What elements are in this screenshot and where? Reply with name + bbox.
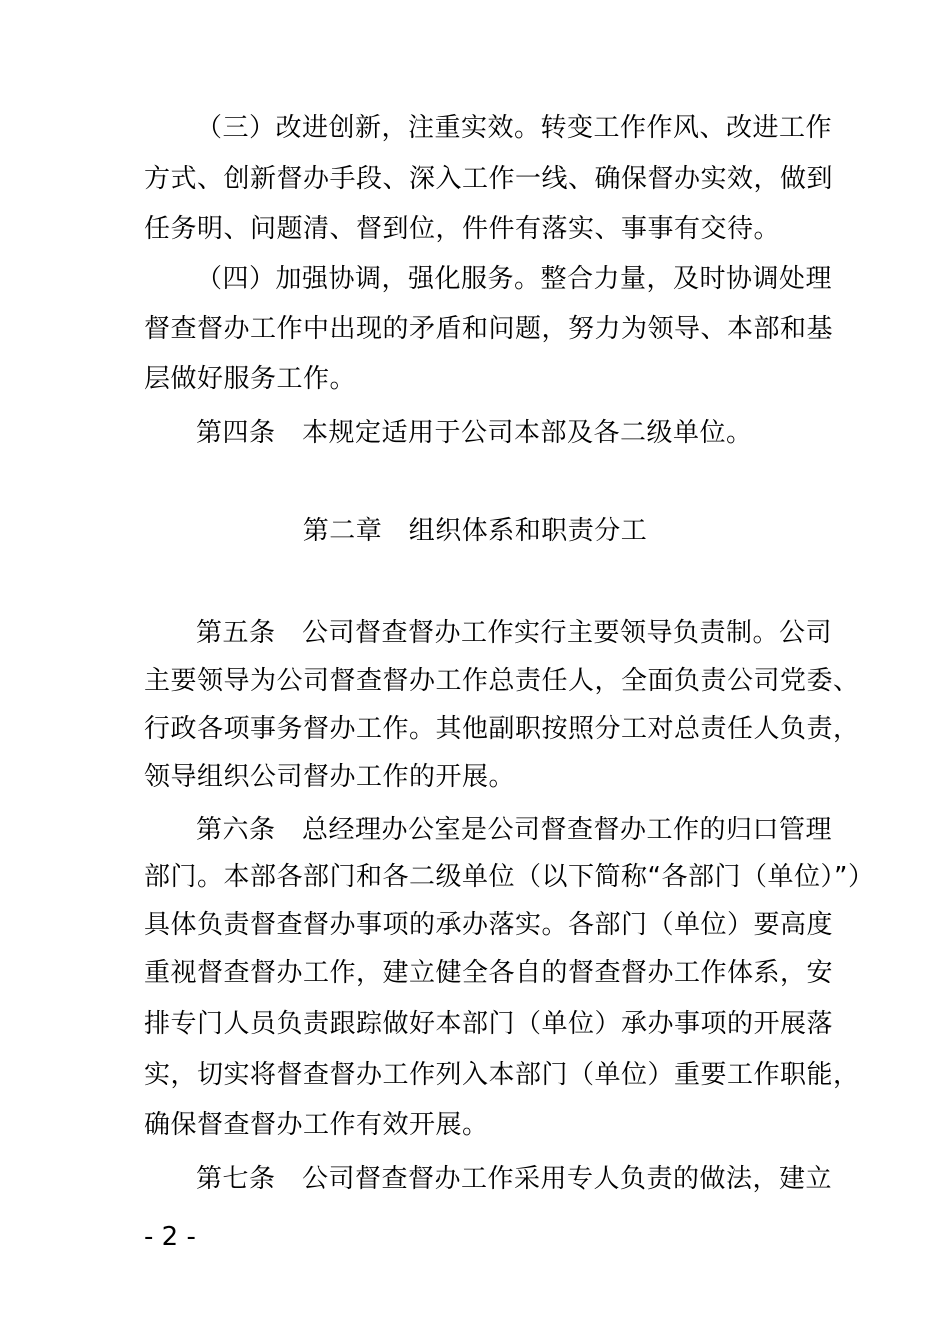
article-5-line-1: 第五条 公司督查督办工作实行主要领导负责制。公司 <box>196 618 833 648</box>
article-5-line-2: 主要领导为公司督查督办工作总责任人，全面负责公司党委、 <box>144 666 860 696</box>
chapter-2-heading: 第二章 组织体系和职责分工 <box>302 516 648 546</box>
article-6-line-2: 部门。本部各部门和各二级单位（以下简称“各部门（单位）”） <box>144 862 875 892</box>
article-6-line-7: 确保督查督办工作有效开展。 <box>144 1110 489 1140</box>
article-6-line-3: 具体负责督查督办事项的承办落实。各部门（单位）要高度 <box>144 910 834 940</box>
article-4-line-1: 第四条 本规定适用于公司本部及各二级单位。 <box>196 418 753 448</box>
article-6-line-6: 实，切实将督查督办工作列入本部门（单位）重要工作职能， <box>144 1060 860 1090</box>
article-5-line-3: 行政各项事务督办工作。其他副职按照分工对总责任人负责， <box>144 714 860 744</box>
paragraph-3-line-1: （三）改进创新，注重实效。转变工作作风、改进工作 <box>196 113 833 143</box>
article-7-line-1: 第七条 公司督查督办工作采用专人负责的做法，建立 <box>196 1164 833 1194</box>
article-6-line-1: 第六条 总经理办公室是公司督查督办工作的归口管理 <box>196 815 833 845</box>
article-6-line-5: 排专门人员负责跟踪做好本部门（单位）承办事项的开展落 <box>144 1009 834 1039</box>
paragraph-4-line-1: （四）加强协调，强化服务。整合力量，及时协调处理 <box>196 264 833 294</box>
paragraph-3-line-3: 任务明、问题清、督到位，件件有落实、事事有交待。 <box>144 214 781 244</box>
paragraph-4-line-2: 督查督办工作中出现的矛盾和问题，努力为领导、本部和基 <box>144 314 834 344</box>
page-number: - 2 - <box>144 1222 196 1252</box>
article-5-line-4: 领导组织公司督办工作的开展。 <box>144 762 516 792</box>
paragraph-3-line-2: 方式、创新督办手段、深入工作一线、确保督办实效，做到 <box>144 164 834 194</box>
paragraph-4-line-3: 层做好服务工作。 <box>144 364 357 394</box>
article-6-line-4: 重视督查督办工作，建立健全各自的督查督办工作体系，安 <box>144 958 834 988</box>
